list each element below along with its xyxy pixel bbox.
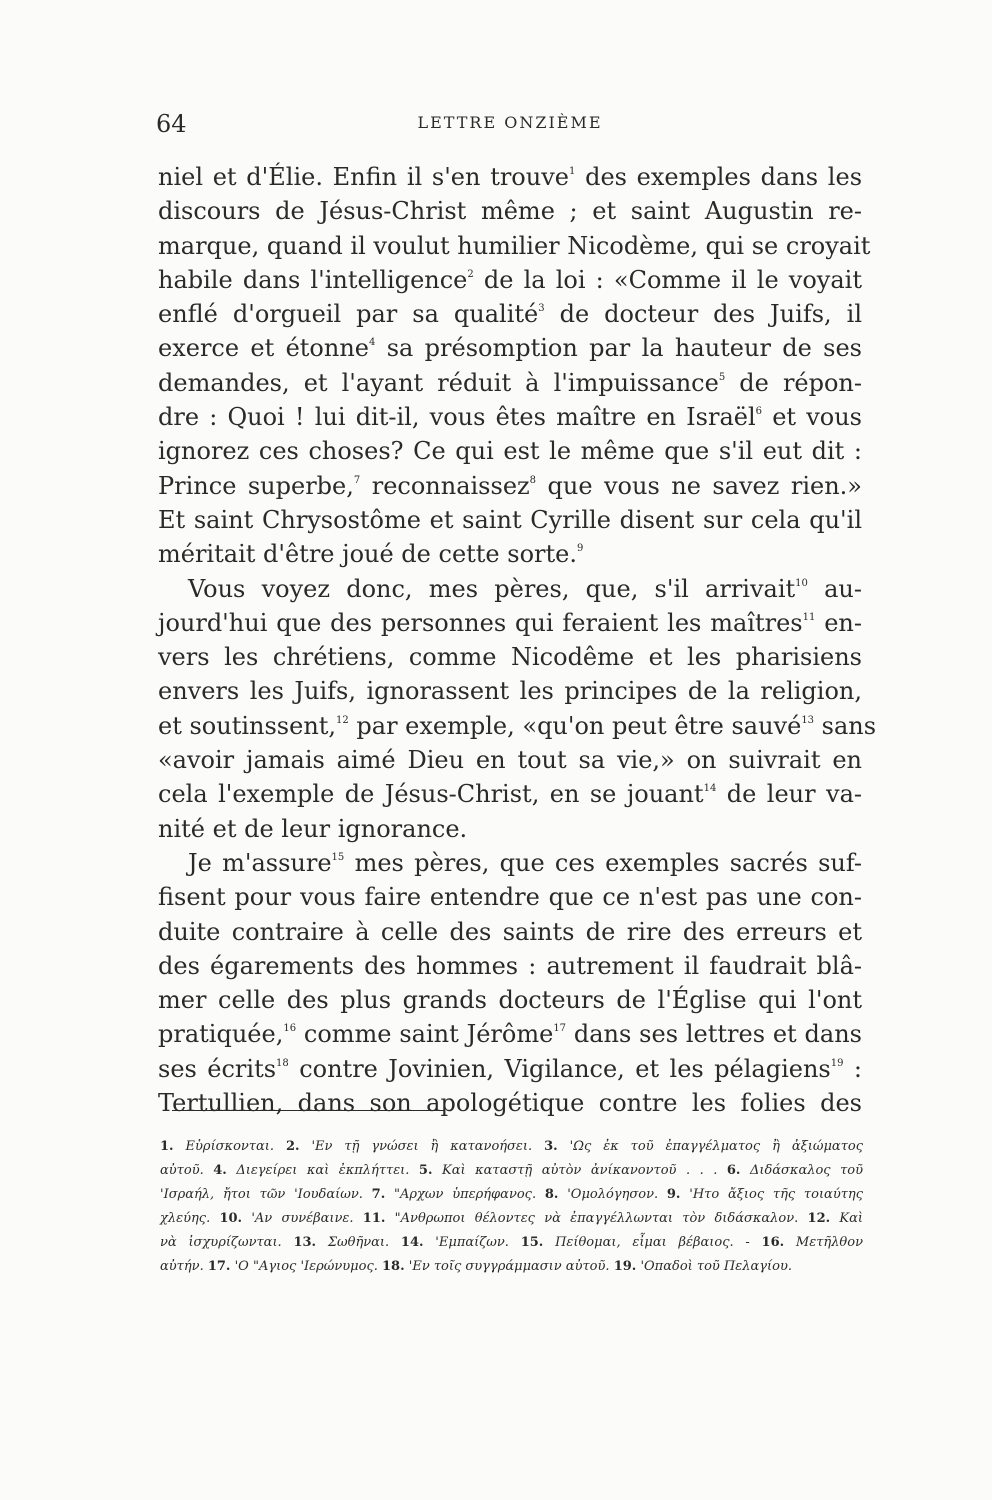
text-segment: mes pères, que ces exemples sacrés suf- — [344, 848, 862, 877]
text-line — [158, 606, 862, 640]
footnote-number: 5. — [418, 1163, 433, 1178]
text-line — [158, 263, 862, 297]
text-line — [158, 983, 862, 1017]
text-segment: Tertullien, dans son apologétique contre les folies des — [158, 1089, 862, 1118]
text-segment: 'Οπαδοὶ τοῦ Πελαγίου. — [636, 1259, 792, 1274]
text-segment: Σωθῆναι. — [316, 1235, 401, 1250]
text-line — [158, 743, 862, 777]
text-segment: Prince superbe, — [158, 471, 354, 500]
text-segment: et vous — [762, 403, 863, 432]
footnote-ref: 10 — [795, 577, 808, 589]
text-segment: fisent pour vous faire entendre que ce n'est pas une con- — [158, 883, 862, 912]
footnote-ref: 18 — [276, 1057, 289, 1069]
text-line — [158, 846, 862, 880]
footnote-ref: 12 — [336, 714, 349, 726]
text-segment: ignorez ces choses? Ce qui est le même que s'il eut dit : — [158, 437, 862, 466]
text-segment: χλεύης. — [160, 1211, 220, 1226]
text-segment: des égarements des hommes : autrement il faudrait blâ- — [158, 951, 862, 980]
text-segment: méritait d'être joué de cette sorte. — [158, 540, 577, 569]
text-line — [158, 537, 862, 571]
text-segment: : — [843, 1054, 862, 1083]
footnote-number: 18. — [382, 1259, 405, 1274]
text-segment: dans ses lettres et dans — [566, 1020, 862, 1049]
text-segment: 'Ο "Αγιος 'Ιερώνυμος. — [230, 1259, 382, 1274]
footnote-ref: 2 — [467, 268, 474, 280]
text-segment: 'Ως ἐκ τοῦ ἐπαγγέλματος ἢ ἀξιώματος — [557, 1139, 863, 1154]
text-segment: comme saint Jérôme — [296, 1020, 554, 1049]
footnote-rule — [172, 1110, 444, 1111]
text-line — [158, 297, 862, 331]
text-segment: nité et de leur ignorance. — [158, 814, 468, 843]
text-segment: 'Ισραήλ, ἤτοι τῶν 'Ιουδαίων. — [160, 1187, 372, 1202]
text-segment: αὐτήν. — [160, 1259, 208, 1274]
text-line — [158, 194, 862, 228]
text-segment: sans — [814, 711, 877, 740]
footnote-number: 9. — [666, 1187, 681, 1202]
footnotes — [160, 1135, 863, 1279]
page-number: 64 — [156, 110, 187, 138]
footnote-number: 16. — [761, 1235, 785, 1250]
text-segment: 'Ομολόγησον. — [558, 1187, 667, 1202]
footnote-number: 7. — [371, 1187, 386, 1202]
text-segment: au- — [807, 574, 862, 603]
text-segment: dre : Quoi ! lui dit-il, vous êtes maître en Israël — [158, 403, 756, 432]
text-line — [158, 1052, 862, 1086]
footnote-number: 15. — [520, 1235, 544, 1250]
text-segment: ses écrits — [158, 1054, 277, 1083]
text-segment: Je m'assure — [188, 848, 332, 877]
text-segment: marque, quand il voulut humilier Nicodème, qui se croyait — [158, 231, 871, 260]
footnote-ref: 7 — [353, 474, 361, 486]
text-segment: reconnaissez — [360, 471, 530, 500]
text-segment: "Αρχων ὑπερήφανος. — [385, 1187, 545, 1202]
text-segment: sa présomption par la hauteur de ses — [375, 334, 862, 363]
footnote-number: 1. — [160, 1139, 174, 1154]
text-segment: "Ανθρωποι θέλοντες νὰ ἐπαγγέλλωνται τὸν διδάσκαλον. — [385, 1211, 808, 1226]
text-segment: Πείθομαι, εἶμαι βέβαιος. - — [543, 1235, 762, 1250]
footnote-number: 17. — [207, 1259, 231, 1274]
footnote-number: 2. — [285, 1139, 300, 1154]
text-segment: Μετῆλθον — [784, 1235, 863, 1250]
footnote-number: 12. — [807, 1211, 831, 1226]
footnote-ref: 19 — [830, 1057, 844, 1069]
text-segment: pratiquée, — [158, 1020, 284, 1049]
text-segment: Et saint Chrysostôme et saint Cyrille disent sur cela qu'il — [158, 505, 862, 534]
text-segment: αὐτοῦ. — [160, 1163, 214, 1178]
footnote-number: 19. — [613, 1259, 637, 1274]
text-segment: Καὶ — [830, 1211, 864, 1226]
footnote-number: 14. — [400, 1235, 424, 1250]
text-line — [158, 709, 877, 743]
text-line — [158, 777, 862, 811]
text-segment: 'Εν τῇ γνώσει ἢ κατανοήσει. — [299, 1139, 545, 1154]
text-segment: 'Ητο ἄξιος τῆς τοιαύτης — [680, 1187, 863, 1202]
footnote-ref: 8 — [529, 474, 537, 486]
footnote-number: 10. — [219, 1211, 243, 1226]
text-line — [158, 503, 862, 537]
text-segment: Καὶ καταστῇ αὐτὸν ἀνίκανοντοῦ . . . — [432, 1163, 727, 1178]
text-line — [158, 366, 862, 400]
text-line — [158, 812, 862, 846]
footnote-line — [160, 1231, 863, 1255]
footnote-ref: 15 — [331, 851, 345, 863]
text-segment: niel et d'Élie. Enfin il s'en trouve — [158, 163, 569, 191]
footnote-ref: 9 — [576, 543, 584, 555]
footnote-ref: 16 — [283, 1023, 297, 1035]
text-segment: des exemples dans les — [575, 163, 863, 191]
footnote-number: 6. — [726, 1163, 741, 1178]
text-segment: contre Jovinien, Vigilance, et les pélagiens — [288, 1054, 831, 1083]
footnote-number: 11. — [362, 1211, 386, 1226]
text-segment: duite contraire à celle des saints de rire des erreurs et — [158, 917, 862, 946]
footnote-ref: 3 — [538, 303, 545, 315]
text-segment: enflé d'orgueil par sa qualité — [158, 300, 539, 329]
footnote-number: 3. — [544, 1139, 558, 1154]
text-segment: 'Εμπαίζων. — [423, 1235, 521, 1250]
footnote-line — [160, 1183, 863, 1207]
text-line — [158, 880, 862, 914]
text-line — [158, 572, 862, 606]
page-header — [156, 110, 864, 140]
footnote-line — [160, 1207, 863, 1231]
text-segment: que vous ne savez rien.» — [536, 471, 862, 500]
text-segment: de répon- — [725, 368, 863, 397]
text-segment: Διδάσκαλος τοῦ — [740, 1163, 863, 1178]
text-line — [158, 229, 871, 263]
text-line — [158, 1017, 862, 1051]
footnote-ref: 14 — [703, 783, 717, 795]
footnote-ref: 17 — [553, 1023, 567, 1035]
text-line — [158, 160, 862, 194]
text-line — [158, 434, 862, 468]
text-segment: 'Εν τοῖς συγγράμμασιν αὐτοῦ. — [404, 1259, 614, 1274]
footnote-line — [160, 1255, 863, 1279]
footnote-line — [160, 1135, 863, 1159]
footnote-ref: 5 — [718, 371, 726, 383]
running-title: LETTRE ONZIÈME — [417, 113, 603, 132]
footnote-line — [160, 1159, 863, 1183]
text-line — [158, 1086, 862, 1120]
text-segment: et soutinssent, — [158, 711, 337, 740]
text-segment: vers les chrétiens, comme Nicodême et les pharisiens — [158, 643, 862, 672]
footnote-number: 4. — [213, 1163, 227, 1178]
text-segment: de docteur des Juifs, il — [544, 300, 862, 329]
footnote-ref: 6 — [755, 406, 763, 418]
text-segment: de leur va- — [716, 780, 862, 809]
text-line — [158, 469, 862, 503]
text-line — [158, 949, 862, 983]
footnote-ref: 13 — [801, 714, 815, 726]
text-segment: habile dans l'intelligence — [158, 265, 468, 294]
text-segment: discours de Jésus-Christ même ; et saint Augustin re- — [158, 197, 862, 226]
text-segment: «avoir jamais aimé Dieu en tout sa vie,» on suivrait en — [158, 746, 862, 775]
text-segment: Εὑρίσκονται. — [173, 1139, 286, 1154]
footnote-number: 8. — [544, 1187, 559, 1202]
text-segment: jourd'hui que des personnes qui feraient les maîtres — [158, 608, 803, 637]
text-segment: envers les Juifs, ignorassent les principes de la religion, — [158, 677, 862, 706]
text-segment: en- — [815, 608, 862, 637]
text-segment: par exemple, «qu'on peut être sauvé — [348, 711, 802, 740]
footnote-ref: 11 — [802, 611, 816, 623]
text-segment: Διεγείρει καὶ ἐκπλήττει. — [226, 1163, 419, 1178]
text-segment: de la loi : «Comme il le voyait — [473, 265, 862, 294]
text-segment: cela l'exemple de Jésus-Christ, en se jouant — [158, 780, 704, 809]
text-segment: Vous voyez donc, mes pères, que, s'il arrivait — [188, 574, 796, 603]
body-text — [158, 160, 877, 1120]
footnote-ref: 4 — [368, 337, 376, 349]
text-segment: demandes, et l'ayant réduit à l'impuissance — [158, 368, 719, 397]
text-segment: mer celle des plus grands docteurs de l'Église qui l'ont — [158, 986, 862, 1015]
text-line — [158, 640, 862, 674]
text-segment: exerce et étonne — [158, 334, 369, 363]
footnote-number: 13. — [293, 1235, 317, 1250]
text-line — [158, 674, 862, 708]
text-segment: νὰ ἰσχυρίζωνται. — [160, 1235, 294, 1250]
text-segment: 'Αν συνέβαινε. — [242, 1211, 363, 1226]
text-line — [158, 400, 862, 434]
footnote-ref: 1 — [568, 166, 576, 177]
text-line — [158, 915, 862, 949]
text-line — [158, 331, 862, 365]
